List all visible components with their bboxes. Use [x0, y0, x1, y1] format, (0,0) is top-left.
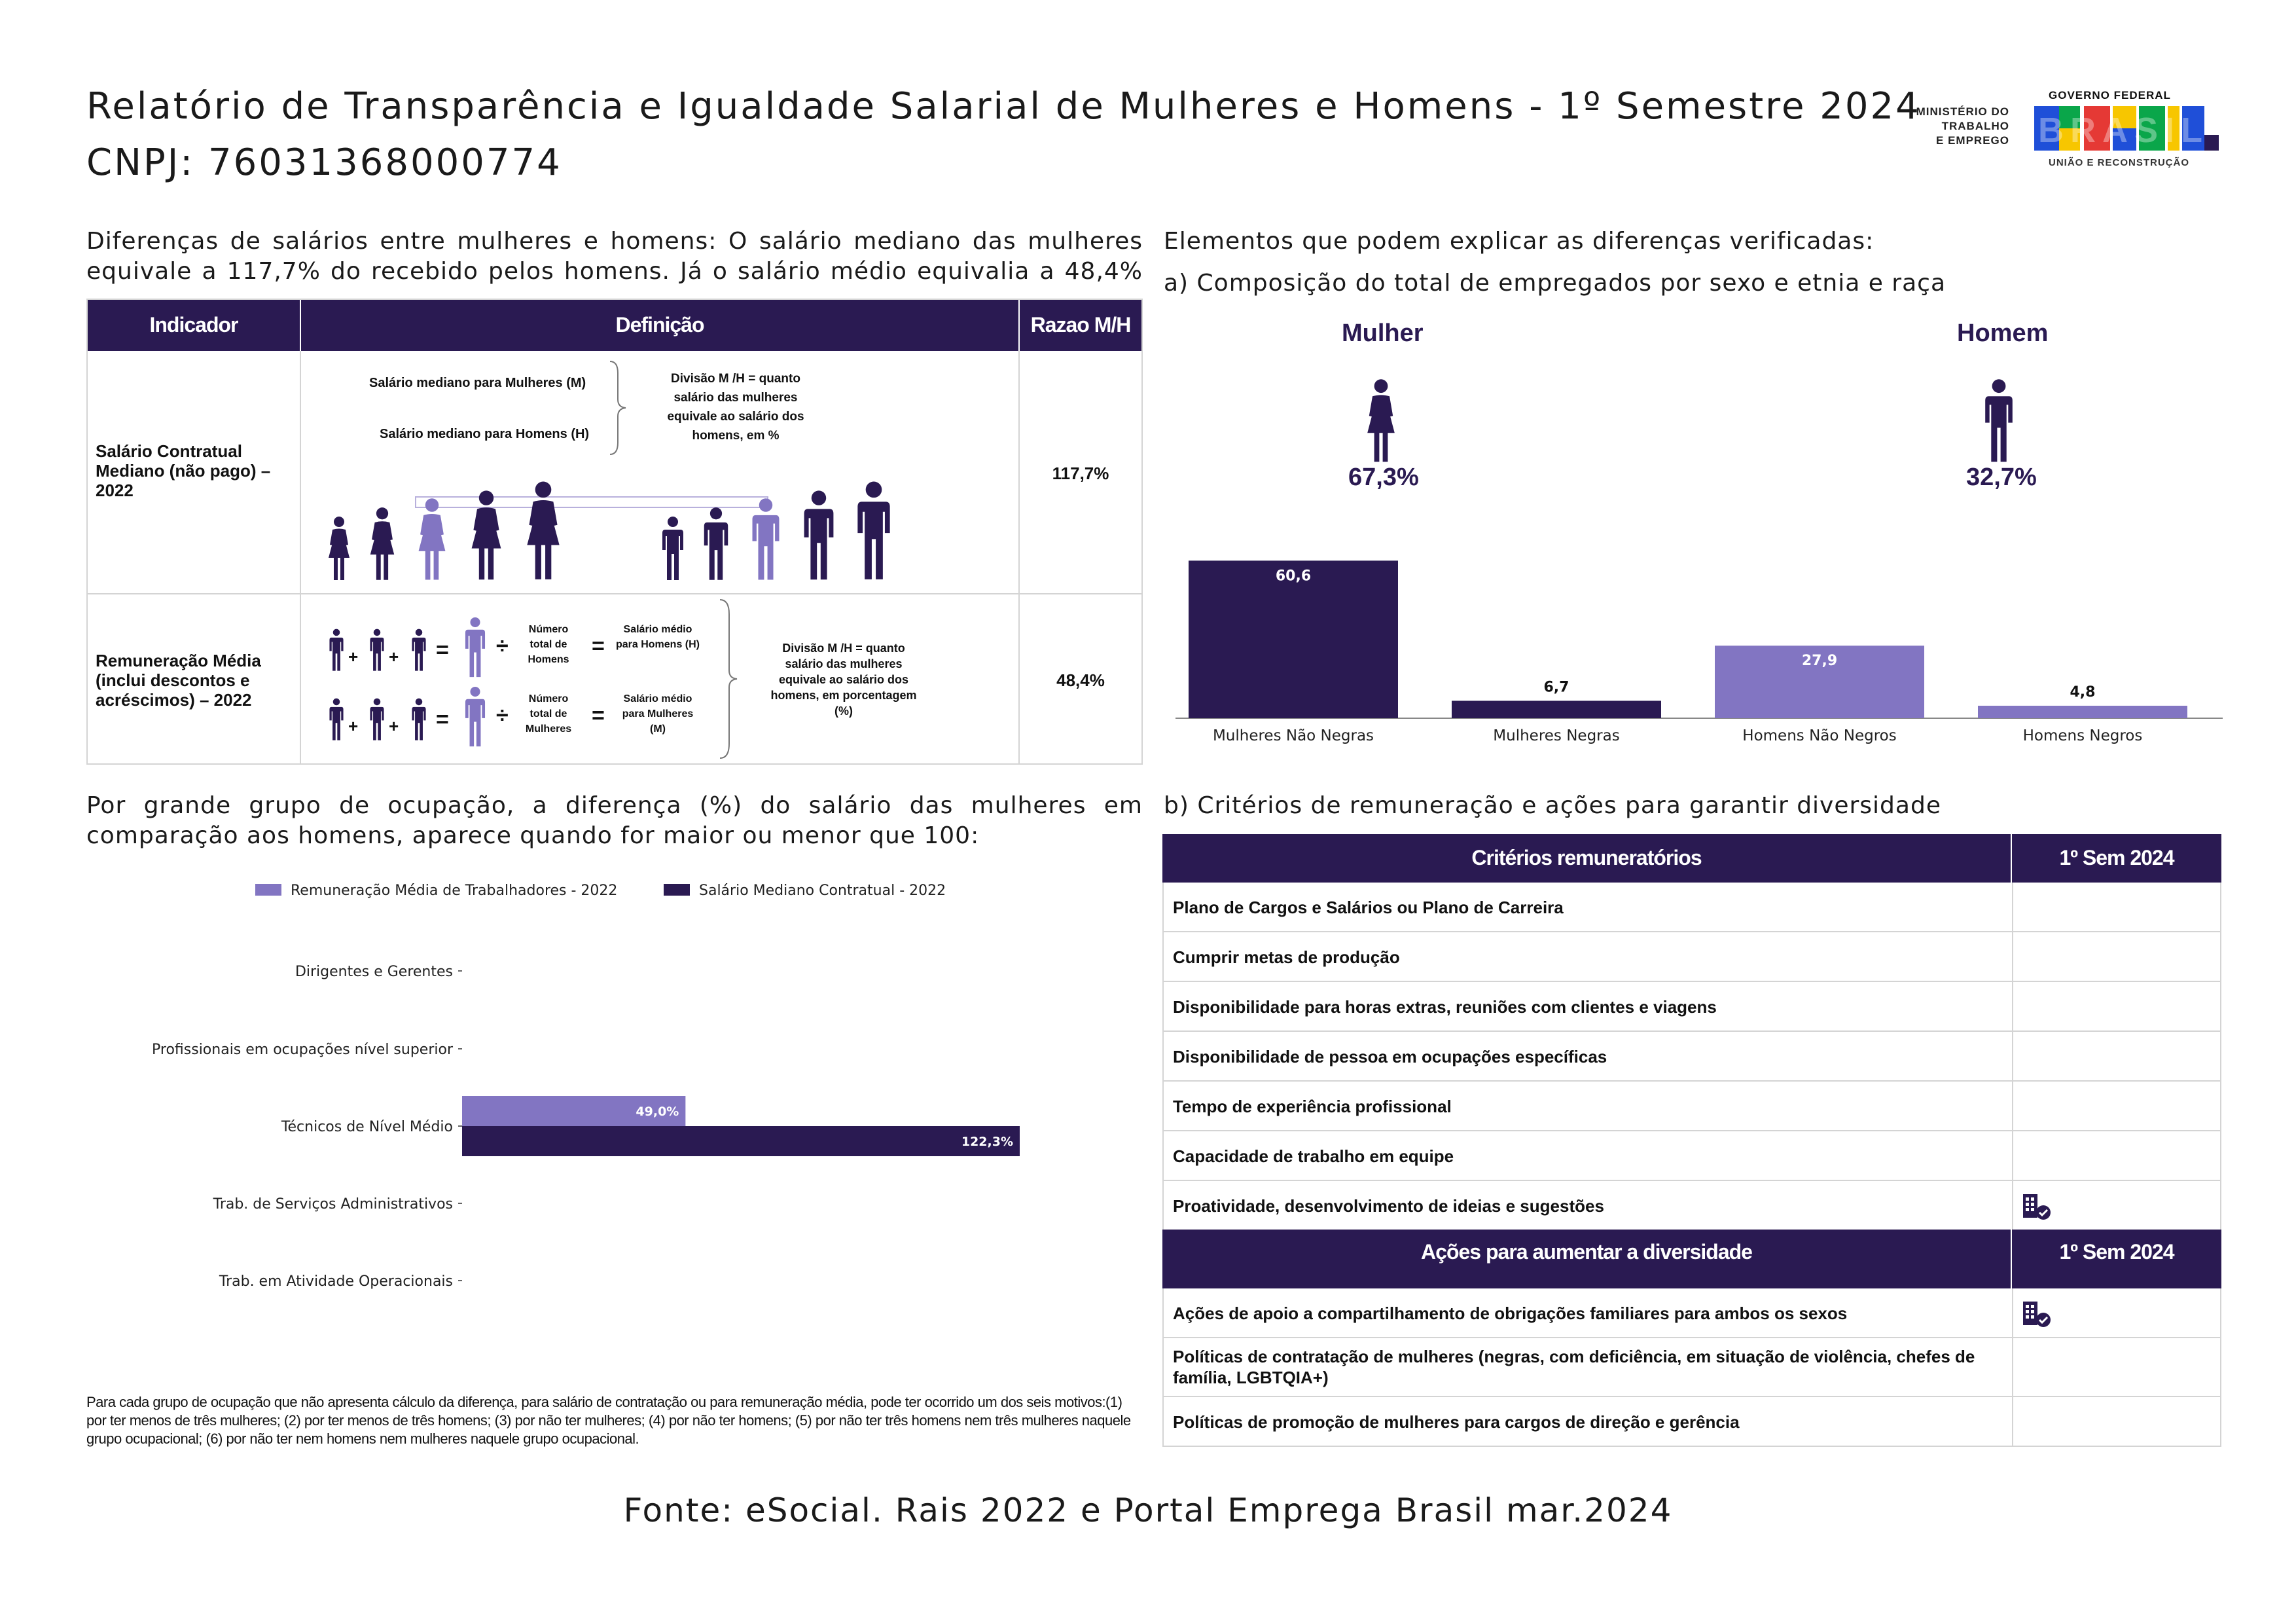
- composition-bar-label: 4,8: [2070, 684, 2096, 701]
- woman-figure-icon: [365, 507, 399, 581]
- ministry-line2: TRABALHO: [1941, 120, 2009, 132]
- action-row-label: Políticas de contratação de mulheres (negras, com deficiência, em situação de violência, chefes de família, LGBTQIA+): [1173, 1347, 1975, 1387]
- legend-label: Remuneração Média de Trabalhadores - 2022: [291, 883, 618, 899]
- legend-swatch: [664, 884, 690, 896]
- criteria-row: [1162, 1082, 2221, 1131]
- criteria-title: b) Critérios de remuneração e ações para garantir diversidade: [1164, 792, 1941, 819]
- man-figure-icon: [658, 516, 687, 581]
- actions-header-sem: 1º Sem 2024: [2059, 1240, 2174, 1264]
- composition-bar-label: 6,7: [1543, 679, 1570, 696]
- gov-word-graphic: [2034, 106, 2219, 151]
- criteria-row: [1162, 883, 2221, 932]
- occupation-bar-chart: [86, 864, 1143, 1309]
- ministry-line1: MINISTÉRIO DO: [1916, 105, 2009, 118]
- man-figure-icon: [699, 507, 733, 581]
- building-check-icon: [2021, 1193, 2053, 1220]
- source-text: Fonte: eSocial. Rais 2022 e Portal Emprega Brasil mar.2024: [623, 1491, 1673, 1529]
- criteria-row-label: Tempo de experiência profissional: [1173, 1097, 1452, 1116]
- ratio-median-value: 117,7%: [1052, 464, 1109, 483]
- brace-icon: [609, 360, 628, 456]
- man-icon: [1981, 378, 2017, 464]
- man-figure-icon: [797, 490, 840, 581]
- woman-figure-icon: [465, 490, 508, 581]
- gov-bottom-text: UNIÃO E RECONSTRUÇÃO: [2049, 157, 2190, 168]
- row-label-avg-remuneration: Remuneração Média (inclui descontos e acréscimos) – 2022: [96, 651, 261, 710]
- man-figure-icon: [325, 629, 348, 672]
- total-women-label: Número total de Mulheres: [525, 693, 572, 735]
- avg-women-label: Salário médio para Mulheres (M): [622, 693, 694, 735]
- criteria-row-label: Proatividade, desenvolvimento de ideias e sugestões: [1173, 1196, 1604, 1216]
- criteria-header: [1162, 834, 2221, 883]
- man-figure-icon: [365, 629, 389, 672]
- occupation-footnote: Para cada grupo de ocupação que não apresenta cálculo da diferença, para salário de contratação ou para remuneração média, pode ter ocorrido um dos seis motivos:(1) por ter menos de três mulheres; (2) por ter menos de três homens; (3) por não ter mulheres; (4) por não ter homens; (5) por não ter três homens nem três mulheres naquele grupo ocupacional; (6) por não ter nem homens nem mulheres naquele grupo ocupacional.: [86, 1394, 1131, 1447]
- avg-men-label: Salário médio para Homens (H): [615, 624, 700, 650]
- criteria-header-sem: 1º Sem 2024: [2059, 846, 2174, 869]
- col-header-definition: Definição: [615, 313, 704, 337]
- elements-title: Elementos que podem explicar as diferenças verificadas:: [1164, 228, 1874, 255]
- differences-text: Diferenças de salários entre mulheres e homens: O salário mediano das mulheres equivale a 117,7% do recebido pelos homens. Já o salário médio equivalia a 48,4%: [86, 228, 1143, 285]
- criteria-row-label: Plano de Cargos e Salários ou Plano de Carreira: [1173, 898, 1564, 917]
- row-label-median-salary: Salário Contratual Mediano (não pago) – 2022: [96, 441, 271, 500]
- woman-figure-icon: [520, 481, 567, 581]
- occupation-category-label: Trab. em Atividade Operacionais: [219, 1273, 453, 1290]
- man-figure-icon: [746, 498, 785, 581]
- composition-bar-label: 27,9: [1801, 653, 1838, 670]
- composition-subtitle: a) Composição do total de empregados por sexo e etnia e raça: [1164, 270, 1946, 297]
- cnpj-label: CNPJ: 76031368000774: [86, 141, 562, 184]
- gov-word-text: BRASIL: [2038, 111, 2209, 150]
- def-women-median: Salário mediano para Mulheres (M): [369, 376, 586, 390]
- occupation-category-label: Trab. de Serviços Administrativos: [213, 1196, 453, 1213]
- criteria-row: [1162, 1181, 2221, 1231]
- ministry-logo: [1878, 105, 2009, 148]
- actions-header: [1162, 1230, 2221, 1288]
- building-check-icon: [2021, 1300, 2053, 1328]
- col-header-indicator: Indicador: [149, 313, 238, 337]
- composition-category-label: Homens Não Negros: [1742, 727, 1897, 744]
- occupation-bar-label: 122,3%: [961, 1135, 1013, 1149]
- woman-percent: 67,3%: [1348, 464, 1419, 491]
- ministry-line3: E EMPREGO: [1936, 134, 2009, 147]
- woman-figure-icon: [325, 516, 353, 581]
- occupation-bar-label: 49,0%: [636, 1104, 679, 1119]
- col-header-ratio: Razao M/H: [1030, 313, 1131, 337]
- actions-header-label: Ações para aumentar a diversidade: [1421, 1240, 1752, 1264]
- woman-icon: [1363, 378, 1399, 464]
- brace-icon: [719, 598, 740, 759]
- man-label: Homem: [1957, 319, 2049, 347]
- occupation-text: Por grande grupo de ocupação, a diferença (%) do salário das mulheres em comparação aos homens, aparece quando for maior ou menor que 100:: [86, 792, 1143, 849]
- composition-category-label: Homens Negros: [2022, 727, 2143, 744]
- equals-sign: =: [592, 634, 605, 659]
- man-figure-icon: [850, 481, 898, 581]
- plus-sign: +: [389, 647, 399, 666]
- woman-label: Mulher: [1342, 319, 1424, 347]
- man-percent: 32,7%: [1966, 464, 2037, 491]
- plus-sign: +: [389, 716, 399, 736]
- criteria-row: [1162, 982, 2221, 1032]
- gov-logo: [2034, 89, 2219, 172]
- action-row-label: Ações de apoio a compartilhamento de obrigações familiares para ambos os sexos: [1173, 1304, 1848, 1323]
- divide-sign: ÷: [496, 634, 509, 659]
- action-row-label: Políticas de promoção de mulheres para cargos de direção e gerência: [1173, 1412, 1740, 1432]
- criteria-row-label: Disponibilidade para horas extras, reuniões com clientes e viagens: [1173, 997, 1717, 1017]
- legend-swatch: [255, 884, 281, 896]
- action-row: [1162, 1338, 2221, 1397]
- def-division-avg: Divisão M /H = quanto salário das mulheres equivale ao salário dos homens, em porcentagem (%): [770, 642, 917, 718]
- indicator-table: [86, 299, 1143, 765]
- man-figure-icon: [459, 686, 491, 748]
- occupation-category-label: Técnicos de Nível Médio: [281, 1119, 453, 1135]
- composition-bar: [1189, 560, 1398, 718]
- plus-sign: +: [348, 716, 359, 736]
- man-figure-icon: [407, 698, 431, 741]
- occupation-bar: [462, 1126, 1020, 1156]
- legend-label: Salário Mediano Contratual - 2022: [699, 883, 946, 899]
- criteria-row-label: Disponibilidade de pessoa em ocupações específicas: [1173, 1047, 1607, 1067]
- action-row: [1162, 1397, 2221, 1447]
- def-division-median: Divisão M /H = quanto salário das mulheres equivale ao salário dos homens, em %: [667, 372, 804, 443]
- equals-sign: =: [436, 638, 449, 663]
- man-figure-icon: [365, 698, 389, 741]
- page-title: Relatório de Transparência e Igualdade Salarial de Mulheres e Homens - 1º Semestre 2024: [86, 85, 1921, 128]
- equals-sign: =: [592, 703, 605, 728]
- composition-bar: [1978, 706, 2187, 718]
- woman-figure-icon: [412, 498, 452, 581]
- composition-category-label: Mulheres Negras: [1493, 727, 1620, 744]
- total-men-label: Número total de Homens: [528, 624, 569, 665]
- def-men-median: Salário mediano para Homens (H): [380, 427, 590, 441]
- criteria-header-label: Critérios remuneratórios: [1471, 846, 1702, 869]
- man-figure-icon: [325, 698, 348, 741]
- composition-bar: [1452, 701, 1661, 718]
- man-figure-icon: [407, 629, 431, 672]
- man-figure-icon: [459, 617, 491, 678]
- plus-sign: +: [348, 647, 359, 666]
- criteria-row: [1162, 1131, 2221, 1181]
- criteria-row-label: Capacidade de trabalho em equipe: [1173, 1146, 1454, 1166]
- equals-sign: =: [436, 707, 449, 732]
- composition-category-label: Mulheres Não Negras: [1212, 727, 1374, 744]
- gov-top-text: GOVERNO FEDERAL: [2049, 89, 2171, 101]
- criteria-row: [1162, 932, 2221, 982]
- divide-sign: ÷: [496, 703, 509, 728]
- criteria-row-label: Cumprir metas de produção: [1173, 947, 1400, 967]
- criteria-row: [1162, 1032, 2221, 1082]
- occupation-category-label: Dirigentes e Gerentes: [295, 964, 453, 980]
- occupation-category-label: Profissionais em ocupações nível superior: [152, 1042, 453, 1058]
- action-row: [1162, 1288, 2221, 1338]
- composition-bar-label: 60,6: [1275, 568, 1312, 585]
- ratio-avg-value: 48,4%: [1056, 670, 1105, 690]
- composition-bar-chart: [1162, 550, 2229, 746]
